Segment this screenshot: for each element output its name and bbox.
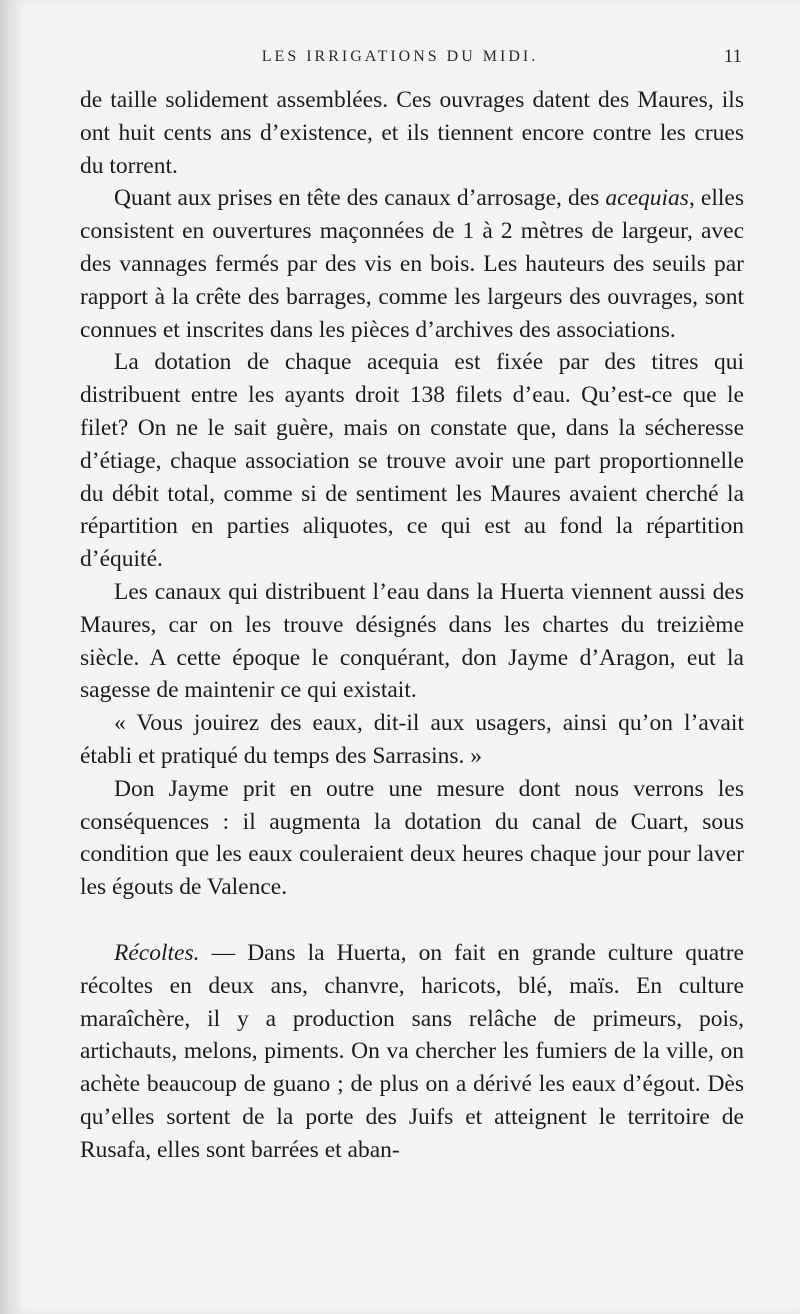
binding-edge [0,0,12,1314]
body-text [80,84,744,1167]
paragraph-recoltes [80,937,744,1167]
paragraph-dotation: La dotation de chaque acequia est fixée par des titres qui distribuent entre les ayants droit 138 filets d’eau. Qu’est-ce que le filet? On ne le sait guère, mais on constate que, dans la sécheresse d’étiage, chaque association se trouve avoir une part proportionnelle du débit total, comme si de sentiment les Maures avaient cherché la répartition en parties aliquotes, ce qui est au fond la répartition d’équité. [80,349,744,573]
italic-term: acequias [605,185,689,212]
running-head [0,44,800,74]
paragraph-canaux: Les canaux qui distribuent l’eau dans la Huerta viennent aussi des Maures, car on les trouve désignés dans les chartes du treizième siècle. A cette époque le conquérant, don Jayme d’Aragon, eut la sagesse de maintenir ce qui existait. [80,578,744,704]
text-run: , elles consistent en ouvertures maçonnées de 1 à 2 mètres de largeur, avec des vannages fermés par des vis en bois. Les hauteurs des seuils par rapport à la crête des barrages, comme les largeurs des ouvrages, sont connues et inscrites dans les pièces d’archives des associations. [80,185,744,343]
paragraph-acequias [80,182,744,346]
text-run: Quant aux prises en tête des canaux d’arrosage, des [114,185,606,212]
section-title: Récoltes. [114,939,200,966]
paragraph-don-jayme: Don Jayme prit en outre une mesure dont nous verrons les conséquences : il augmenta la dotation du canal de Cuart, sous condition que les eaux couleraient deux heures chaque jour pour laver les égouts de Valence. [80,775,744,901]
paragraph-quotation: « Vous jouirez des eaux, dit-il aux usagers, ainsi qu’on l’avait établi et pratiqué du temps des Sarrasins. » [80,710,744,769]
page-number: 11 [723,46,742,67]
paragraph-continuation: de taille solidement assemblées. Ces ouvrages datent des Maures, ils ont huit cents ans d’existence, et ils tiennent encore contre les crues du torrent. [80,87,744,179]
text-run: — Dans la Huerta, on fait en grande culture quatre récoltes en deux ans, chanvre, haricots, blé, maïs. En culture maraîchère, il y a production sans relâche de primeurs, pois, artichauts, melons, piments. On va chercher les fumiers de la ville, on achète beaucoup de guano ; de plus on a dérivé les eaux d’égout. Dès qu’elles sortent de la porte des Juifs et atteignent le territoire de Rusafa, elles sont barrées et aban- [80,939,744,1163]
running-title: LES IRRIGATIONS DU MIDI. [261,48,539,65]
